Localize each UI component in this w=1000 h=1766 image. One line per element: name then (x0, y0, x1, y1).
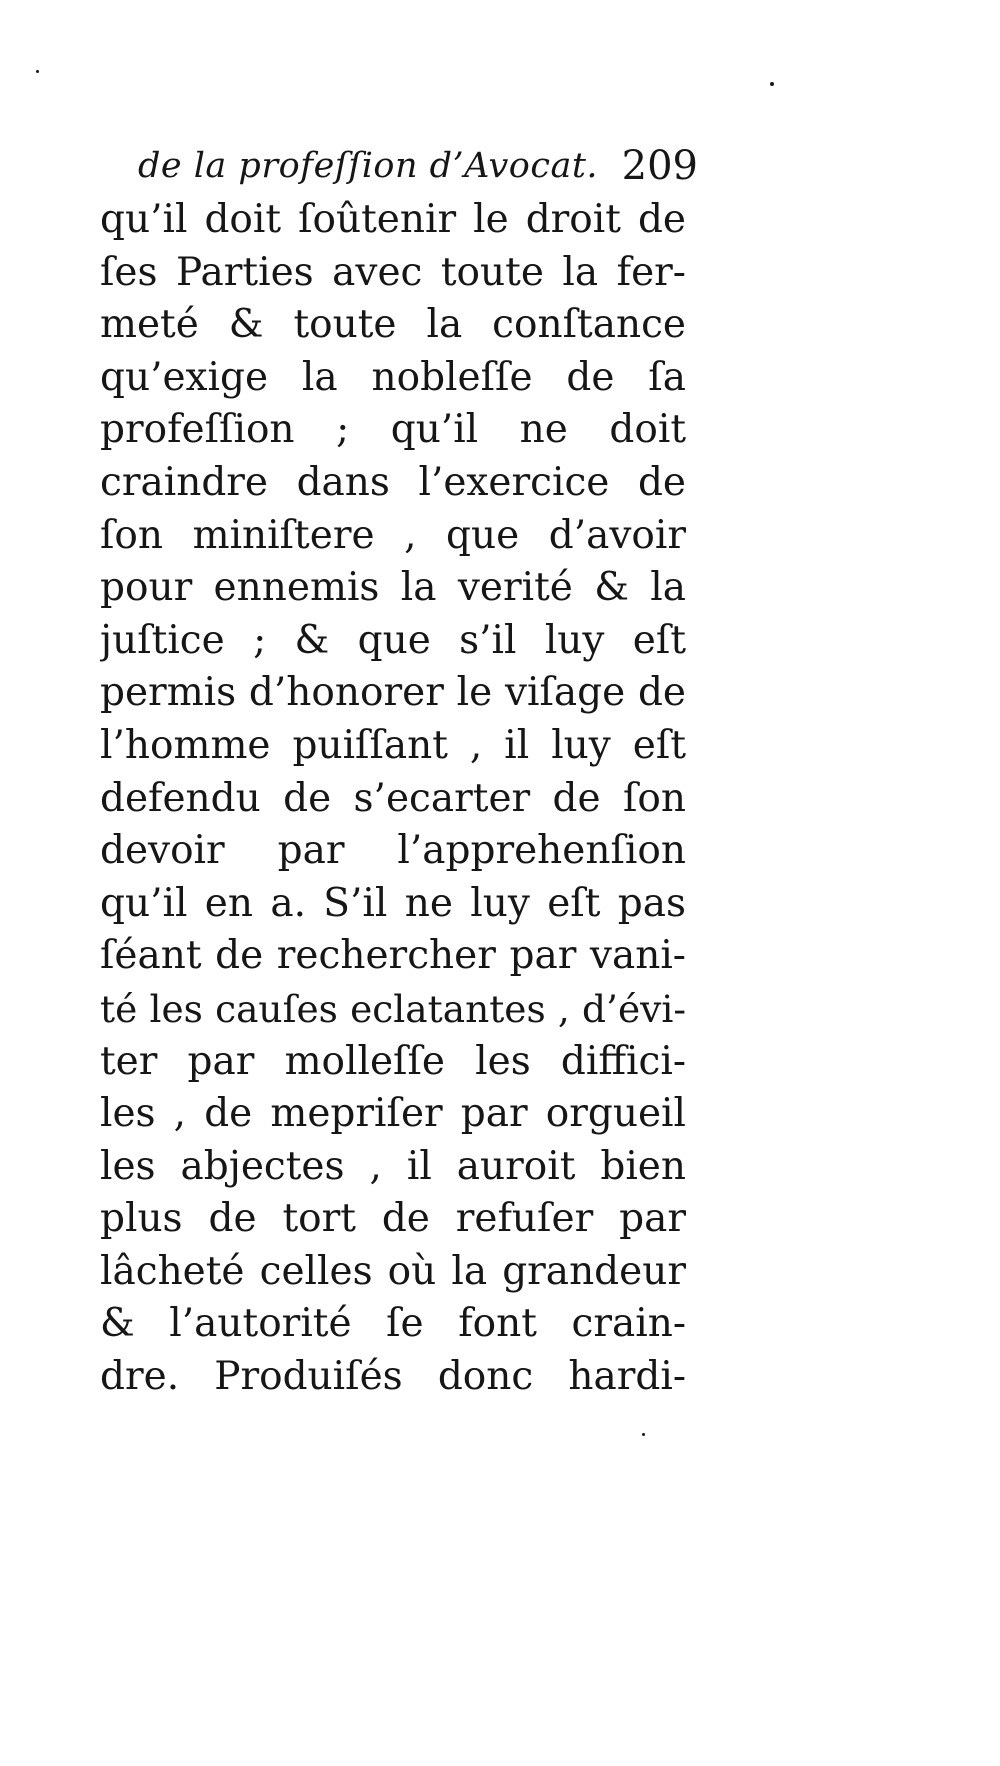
text-line: profeſſion ; qu’il ne doit (100, 407, 686, 453)
text-line: ſon miniſtere , que d’avoir (100, 512, 686, 558)
text-line: lâcheté celles où la grandeur (100, 1248, 686, 1294)
ink-speck (770, 82, 774, 86)
text-line: devoir par l’apprehenſion (100, 828, 686, 874)
text-line: plus de tort de refuſer par (100, 1196, 686, 1242)
page-number: 209 (621, 143, 698, 189)
text-line: dre. Produiſés donc hardi- (100, 1354, 686, 1400)
text-line: juſtice ; & que s’il luy eſt (100, 617, 686, 663)
text-line: té les cauſes eclatantes , d’évi- (100, 986, 686, 1031)
text-line: ter par molleſſe les diffici- (100, 1038, 686, 1084)
text-line: les abjectes , il auroit bien (100, 1143, 686, 1189)
text-line: ſes Parties avec toute la fer- (100, 249, 686, 295)
text-line: ſéant de rechercher par vani- (100, 933, 686, 979)
text-line: les , de mepriſer par orgueil (100, 1091, 686, 1137)
text-line: & l’autorité ſe font crain- (100, 1301, 686, 1347)
ink-speck (36, 70, 39, 73)
text-line: qu’exige la nobleſſe de ſa (100, 354, 686, 400)
text-line: meté & toute la conſtance (100, 302, 686, 348)
text-line: qu’il doit ſoûtenir le droit de (100, 197, 686, 242)
text-line: defendu de s’ecarter de ſon (100, 775, 686, 821)
ink-speck (642, 1433, 645, 1436)
text-line: craindre dans l’exercice de (100, 459, 686, 505)
text-line: qu’il en a. S’il ne luy eſt pas (100, 880, 686, 926)
running-title: de la profeſſion d’Avocat. (138, 146, 599, 186)
body-text (100, 194, 686, 1404)
text-line: l’homme puiſſant , il luy eſt (100, 722, 686, 768)
text-line: permis d’honorer le viſage de (100, 670, 686, 716)
text-line: pour ennemis la verité & la (100, 565, 686, 611)
running-head (138, 138, 708, 194)
